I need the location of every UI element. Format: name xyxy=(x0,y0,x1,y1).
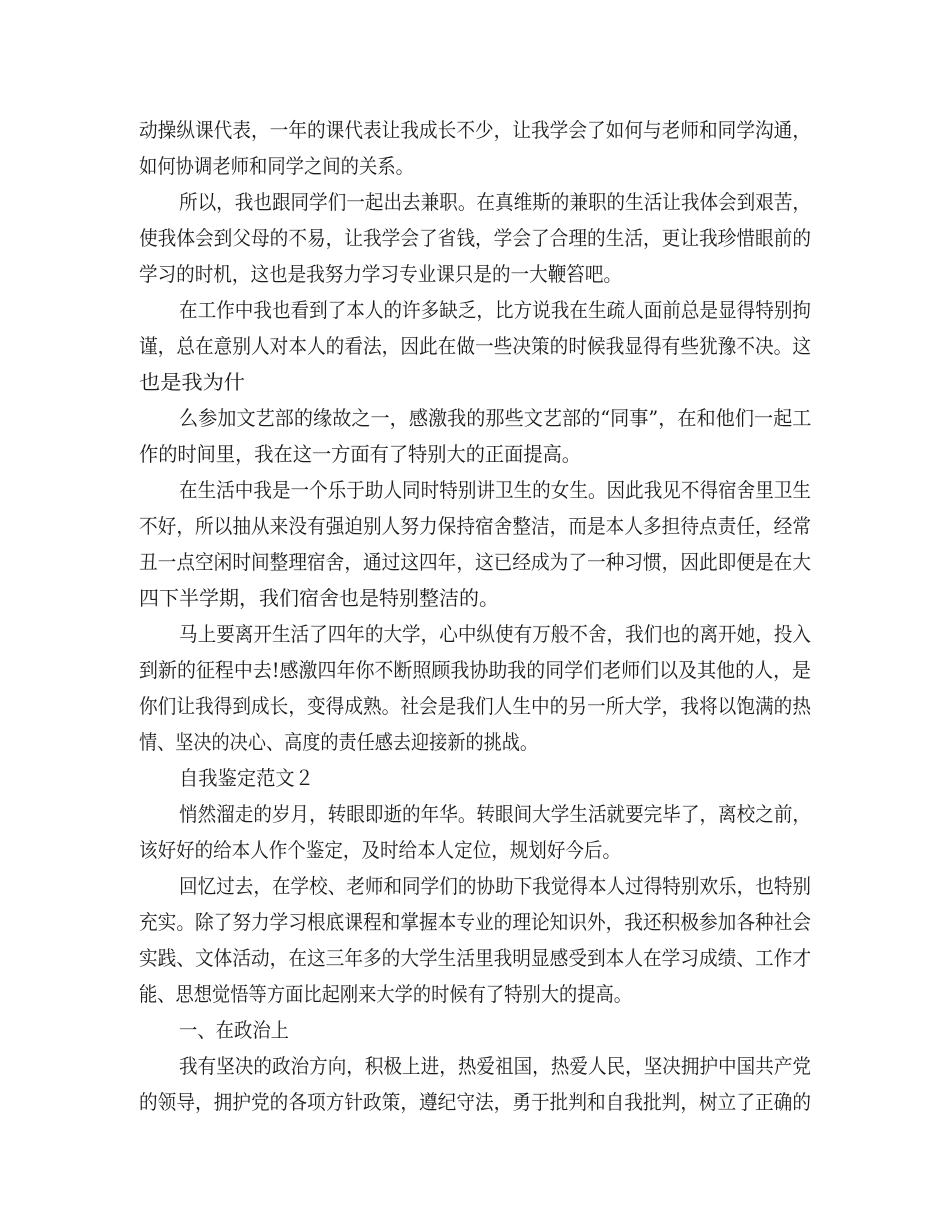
text-line: 实践、文体活动，在这三年多的大学生活里我明显感受到本人在学习成绩、工作才 xyxy=(139,946,811,970)
text-line: 所以，我也跟同学们一起出去兼职。在真维斯的兼职的生活让我体会到艰苦， xyxy=(179,190,811,214)
text-line: 不好，所以抽从来没有强迫别人努力保持宿舍整洁，而是本人多担待点责任，经常 xyxy=(139,514,811,538)
text-line: 在生活中我是一个乐于助人同时特别讲卫生的女生。因此我见不得宿舍里卫生 xyxy=(179,478,811,502)
text-line: 谨，总在意别人对本人的看法，因此在做一些决策的时候我显得有些犹豫不决。这 xyxy=(139,334,811,358)
text-line: 情、坚决的决心、高度的责任感去迎接新的挑战。 xyxy=(139,730,538,754)
text-line: 学习的时机，这也是我努力学习专业课只是的一大鞭笞吧。 xyxy=(139,262,622,286)
text-line: 充实。除了努力学习根底课程和掌握本专业的理论知识外，我还积极参加各种社会 xyxy=(139,910,811,934)
text-line: 如何协调老师和同学之间的关系。 xyxy=(139,154,414,178)
text-line: 使我体会到父母的不易，让我学会了省钱，学会了合理的生活，更让我珍惜眼前的 xyxy=(139,226,811,250)
text-line: 也是我为什 xyxy=(139,370,245,394)
subsection-heading: 一、在政治上 xyxy=(179,1018,289,1042)
text-line: 回忆过去，在学校、老师和同学们的协助下我觉得本人过得特别欢乐，也特别 xyxy=(179,874,811,898)
text-line: 么参加文艺部的缘故之一，感激我的那些文艺部的“同事”，在和他们一起工 xyxy=(179,406,812,430)
text-line: 我有坚决的政治方向，积极上进，热爱祖国，热爱人民，坚决拥护中国共产党 xyxy=(179,1054,811,1078)
text-line: 你们让我得到成长，变得成熟。社会是我们人生中的另一所大学，我将以饱满的热 xyxy=(139,694,811,718)
text-line: 该好好的给本人作个鉴定，及时给本人定位，规划好今后。 xyxy=(139,838,621,862)
text-line: 四下半学期，我们宿舍也是特别整洁的。 xyxy=(139,586,499,610)
text-line: 动操纵课代表，一年的课代表让我成长不少，让我学会了如何与老师和同学沟通， xyxy=(139,118,811,142)
text-line: 的领导，拥护党的各项方针政策，遵纪守法，勇于批判和自我批判，树立了正确的 xyxy=(139,1090,811,1114)
text-line: 马上要离开生活了四年的大学，心中纵使有万般不舍，我们也的离开她，投入 xyxy=(179,622,811,646)
text-line: 能、思想觉悟等方面比起刚来大学的时候有了特别大的提高。 xyxy=(139,982,632,1006)
text-line: 在工作中我也看到了本人的许多缺乏，比方说我在生疏人面前总是显得特别拘 xyxy=(179,298,811,322)
text-line: 丑一点空闲时间整理宿舍，通过这四年，这已经成为了一种习惯，因此即便是在大 xyxy=(139,550,811,574)
text-line: 悄然溜走的岁月，转眼即逝的年华。转眼间大学生活就要完毕了，离校之前， xyxy=(179,802,811,826)
section-heading: 自我鉴定范文２ xyxy=(179,766,314,790)
text-line: 到新的征程中去!感激四年你不断照顾我协助我的同学们老师们以及其他的人，是 xyxy=(139,658,812,682)
text-line: 作的时间里，我在这一方面有了特别大的正面提高。 xyxy=(139,442,581,466)
